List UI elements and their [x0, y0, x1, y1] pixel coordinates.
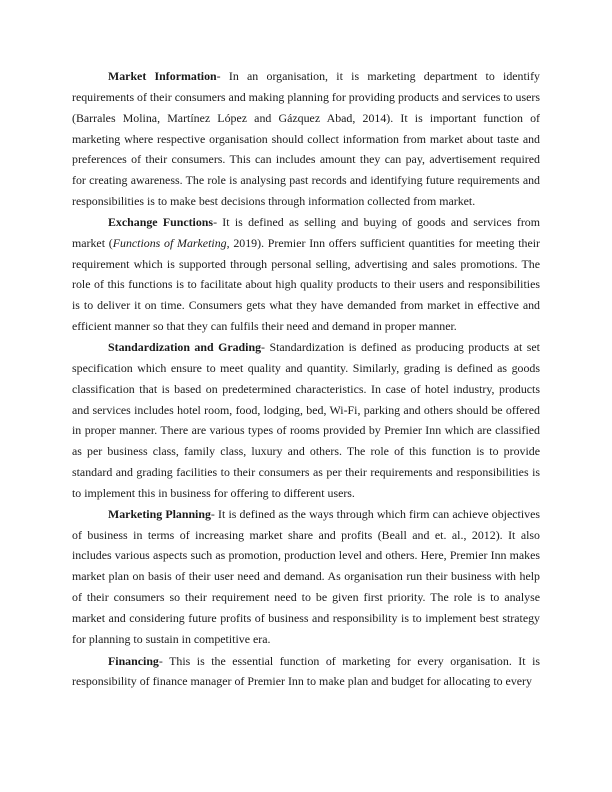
paragraph-marketing-planning [72, 504, 540, 650]
paragraph-text: - It is defined as selling and buying of goods and services from market ( [72, 214, 540, 250]
heading-market-information: Market Information [108, 69, 217, 83]
paragraph-standardization-grading [72, 337, 540, 504]
paragraph-text: , 2019). Premier Inn offers sufficient quantities for meeting their requirement which is supported through personal selling, advertising and sales promotions. The role of this functions is to facilitate about high quality products to their users and responsibilities is to deliver it on time. Consumers gets what they have demanded from market in effective and efficient manner so that they can fulfils their need and demand in proper manner. [72, 235, 540, 334]
paragraph-text: - In an organisation, it is marketing department to identify requirements of their consumers and making planning for providing products and services to users (Barrales Molina, Martínez López and Gázquez Abad, 2014). It is important function of marketing where respective organisation should collect information from market about taste and preferences of their consumers. This can includes amount they can pay, advertisement required for creating awareness. The role is analysing past records and identifying future requirements and responsibilities is to make best decisions through information collected from market. [72, 69, 541, 209]
heading-marketing-planning: Marketing Planning [108, 506, 211, 521]
heading-financing: Financing [108, 653, 159, 668]
paragraph-market-information [72, 66, 540, 212]
paragraph-text: - Standardization is defined as producing products at set specification which ensure to meet quality and quantity. Similarly, grading is defined as goods classification that is based on predetermined characteristics. In case of hotel industry, products and services includes hotel room, food, lodging, bed, Wi-Fi, parking and others should be offered in proper manner. There are various types of rooms provided by Premier Inn which are classified as per business class, family class, luxury and others. The role of this function is to provide standard and grading facilities to their consumers as per their requirements and responsibilities is to implement this in business for offering to different users. [72, 339, 540, 500]
citation-italic: Functions of Marketing [112, 235, 227, 250]
paragraph-exchange-functions [72, 212, 540, 337]
paragraph-text: - This is the essential function of marketing for every organisation. It is responsibility of finance manager of Premier Inn to make plan and budget for allocating to every [72, 653, 540, 689]
paragraph-financing [72, 651, 540, 693]
paragraph-text: - It is defined as the ways through which firm can achieve objectives of business in terms of increasing market share and profits (Beall and et. al., 2012). It also includes various aspects such as promotion, production level and others. Here, Premier Inn makes market plan on basis of their user need and demand. As organisation run their business with help of their consumers so their requirement need to be given first priority. The role is to analyse market and considering future profits of business and responsibility is to implement best strategy for planning to sustain in competitive era. [72, 506, 540, 646]
document-page [72, 66, 540, 692]
heading-exchange-functions: Exchange Functions [108, 214, 214, 229]
heading-standardization-grading: Standardization and Grading [108, 339, 262, 354]
